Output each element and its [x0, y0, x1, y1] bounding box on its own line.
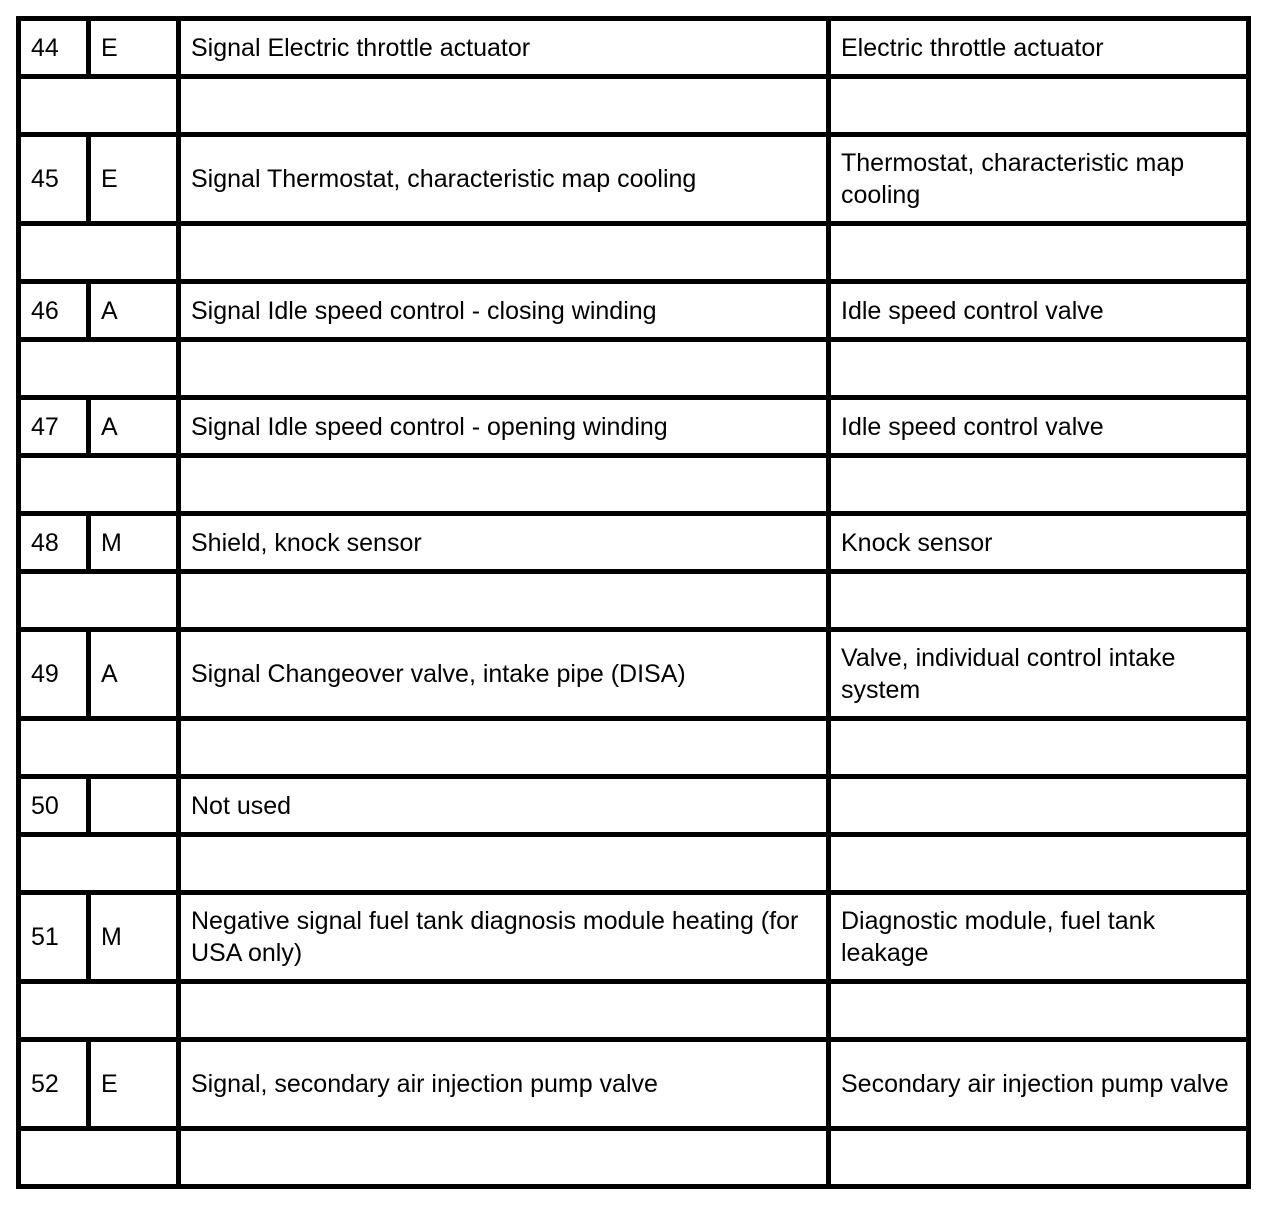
empty-cell [179, 1129, 829, 1187]
pin-number: 49 [19, 630, 89, 719]
empty-cell [829, 719, 1249, 777]
spacer-row [19, 340, 1249, 398]
signal-type: A [89, 282, 179, 340]
component-name: Diagnostic module, fuel tank leakage [829, 893, 1249, 982]
signal-type: E [89, 1040, 179, 1129]
spacer-row [19, 982, 1249, 1040]
component-name: Secondary air injection pump valve [829, 1040, 1249, 1129]
empty-cell [829, 572, 1249, 630]
pin-number: 48 [19, 514, 89, 572]
component-name: Thermostat, characteristic map cooling [829, 135, 1249, 224]
empty-cell [829, 340, 1249, 398]
pin-assignment-table [16, 16, 1251, 1189]
empty-cell [179, 572, 829, 630]
spacer-row [19, 224, 1249, 282]
empty-cell [179, 77, 829, 135]
table-row [19, 282, 1249, 340]
table-row [19, 135, 1249, 224]
pin-number: 47 [19, 398, 89, 456]
signal-description: Negative signal fuel tank diagnosis module heating (for USA only) [179, 893, 829, 982]
component-name: Valve, individual control intake system [829, 630, 1249, 719]
table-row [19, 630, 1249, 719]
signal-type: E [89, 19, 179, 77]
pin-number: 44 [19, 19, 89, 77]
empty-cell [829, 1129, 1249, 1187]
pin-number: 50 [19, 777, 89, 835]
empty-cell [19, 77, 179, 135]
signal-description: Signal, secondary air injection pump valve [179, 1040, 829, 1129]
empty-cell [829, 456, 1249, 514]
signal-description: Signal Idle speed control - closing winding [179, 282, 829, 340]
table-row [19, 1040, 1249, 1129]
empty-cell [829, 224, 1249, 282]
empty-cell [179, 340, 829, 398]
component-name [829, 777, 1249, 835]
spacer-row [19, 1129, 1249, 1187]
empty-cell [19, 1129, 179, 1187]
component-name: Idle speed control valve [829, 398, 1249, 456]
empty-cell [179, 224, 829, 282]
table-row [19, 514, 1249, 572]
table-row [19, 398, 1249, 456]
component-name: Knock sensor [829, 514, 1249, 572]
empty-cell [19, 224, 179, 282]
pin-number: 46 [19, 282, 89, 340]
component-name: Electric throttle actuator [829, 19, 1249, 77]
empty-cell [19, 572, 179, 630]
spacer-row [19, 572, 1249, 630]
spacer-row [19, 835, 1249, 893]
signal-description: Signal Idle speed control - opening winding [179, 398, 829, 456]
empty-cell [19, 982, 179, 1040]
table-row [19, 777, 1249, 835]
pin-number: 51 [19, 893, 89, 982]
signal-type: A [89, 398, 179, 456]
signal-type [89, 777, 179, 835]
signal-description: Signal Electric throttle actuator [179, 19, 829, 77]
empty-cell [179, 982, 829, 1040]
empty-cell [19, 719, 179, 777]
signal-type: M [89, 893, 179, 982]
empty-cell [829, 835, 1249, 893]
table-row [19, 19, 1249, 77]
empty-cell [19, 835, 179, 893]
spacer-row [19, 456, 1249, 514]
signal-type: M [89, 514, 179, 572]
signal-description: Shield, knock sensor [179, 514, 829, 572]
empty-cell [19, 340, 179, 398]
empty-cell [179, 835, 829, 893]
empty-cell [829, 982, 1249, 1040]
signal-description: Signal Thermostat, characteristic map cooling [179, 135, 829, 224]
signal-type: E [89, 135, 179, 224]
empty-cell [179, 456, 829, 514]
empty-cell [179, 719, 829, 777]
table-body [19, 19, 1249, 1187]
component-name: Idle speed control valve [829, 282, 1249, 340]
signal-type: A [89, 630, 179, 719]
pin-number: 52 [19, 1040, 89, 1129]
table-row [19, 893, 1249, 982]
spacer-row [19, 719, 1249, 777]
signal-description: Signal Changeover valve, intake pipe (DISA) [179, 630, 829, 719]
empty-cell [829, 77, 1249, 135]
pin-number: 45 [19, 135, 89, 224]
spacer-row [19, 77, 1249, 135]
signal-description: Not used [179, 777, 829, 835]
empty-cell [19, 456, 179, 514]
